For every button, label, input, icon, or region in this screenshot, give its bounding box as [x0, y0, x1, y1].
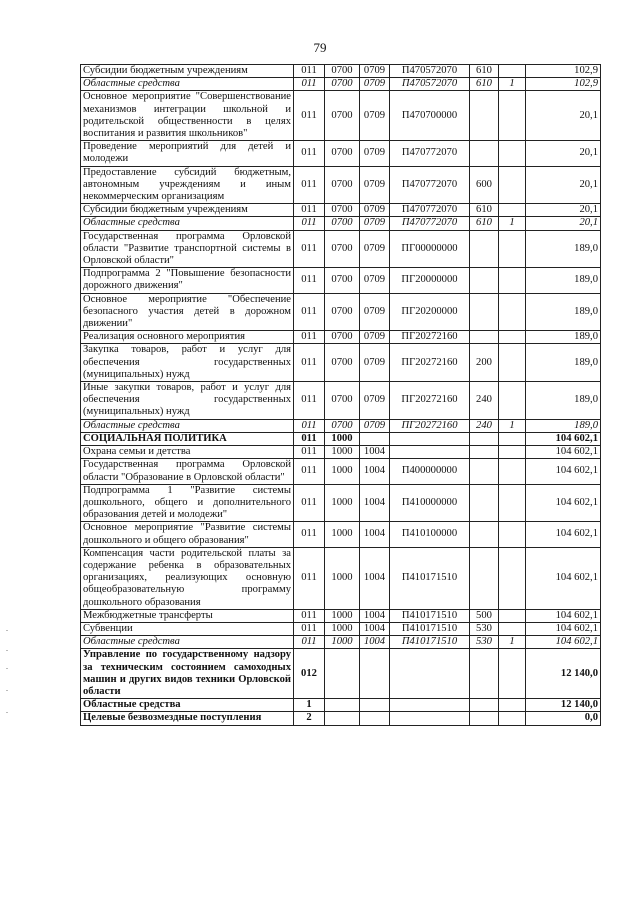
target-article-code: ПГ20272160 — [390, 344, 470, 382]
amount: 104 602,1 — [526, 547, 601, 609]
subsection-code: 0709 — [360, 65, 390, 78]
target-article-code: П410000000 — [390, 484, 470, 522]
row-name: Основное мероприятие "Обеспечение безопасного участия детей в дорожном движении" — [81, 293, 294, 331]
section-code — [325, 699, 360, 712]
section-code: 1000 — [325, 446, 360, 459]
ministry-code: 011 — [294, 204, 325, 217]
expense-type-code: 200 — [470, 344, 499, 382]
subsection-code: 0709 — [360, 230, 390, 268]
section-code: 0700 — [325, 91, 360, 141]
table-row — [81, 459, 601, 484]
funding-source-code — [499, 432, 526, 445]
target-article-code: ПГ00000000 — [390, 230, 470, 268]
section-code: 0700 — [325, 217, 360, 230]
amount: 104 602,1 — [526, 522, 601, 547]
amount: 20,1 — [526, 217, 601, 230]
funding-source-code — [499, 331, 526, 344]
target-article-code: П470700000 — [390, 91, 470, 141]
target-article-code: П470772070 — [390, 204, 470, 217]
ministry-code: 011 — [294, 91, 325, 141]
expense-type-code: 610 — [470, 217, 499, 230]
table-row — [81, 547, 601, 609]
expense-type-code — [470, 446, 499, 459]
row-name: Подпрограмма 1 "Развитие системы дошкольного, общего и дополнительного образования детей и молодежи" — [81, 484, 294, 522]
funding-source-code — [499, 712, 526, 725]
funding-source-code — [499, 622, 526, 635]
funding-source-code — [499, 141, 526, 166]
subsection-code: 1004 — [360, 636, 390, 649]
section-code: 0700 — [325, 268, 360, 293]
ministry-code: 011 — [294, 547, 325, 609]
expense-type-code: 240 — [470, 382, 499, 420]
expense-type-code — [470, 293, 499, 331]
row-name: Межбюджетные трансферты — [81, 609, 294, 622]
table-row — [81, 609, 601, 622]
target-article-code — [390, 649, 470, 699]
subsection-code — [360, 699, 390, 712]
ministry-code: 011 — [294, 293, 325, 331]
amount: 189,0 — [526, 293, 601, 331]
funding-source-code — [499, 522, 526, 547]
funding-source-code: 1 — [499, 217, 526, 230]
target-article-code: П410171510 — [390, 547, 470, 609]
budget-table-body — [81, 65, 601, 726]
section-code: 1000 — [325, 432, 360, 445]
table-row — [81, 204, 601, 217]
amount: 189,0 — [526, 344, 601, 382]
subsection-code: 0709 — [360, 268, 390, 293]
subsection-code: 0709 — [360, 419, 390, 432]
subsection-code: 0709 — [360, 331, 390, 344]
section-code: 0700 — [325, 344, 360, 382]
section-code: 0700 — [325, 166, 360, 204]
ministry-code: 011 — [294, 459, 325, 484]
section-code: 0700 — [325, 230, 360, 268]
row-name: Субсидии бюджетным учреждениям — [81, 65, 294, 78]
table-row — [81, 649, 601, 699]
amount: 104 602,1 — [526, 636, 601, 649]
row-name: Охрана семьи и детства — [81, 446, 294, 459]
section-code: 1000 — [325, 609, 360, 622]
expense-type-code — [470, 432, 499, 445]
subsection-code: 0709 — [360, 78, 390, 91]
target-article-code: П470772070 — [390, 166, 470, 204]
page-number: 79 — [313, 40, 327, 55]
margin-mark — [6, 712, 8, 713]
budget-table — [80, 64, 601, 726]
target-article-code: П410171510 — [390, 622, 470, 635]
table-row — [81, 419, 601, 432]
subsection-code: 0709 — [360, 344, 390, 382]
ministry-code: 1 — [294, 699, 325, 712]
target-article-code: ПГ20272160 — [390, 419, 470, 432]
table-row — [81, 331, 601, 344]
ministry-code: 011 — [294, 268, 325, 293]
target-article-code — [390, 432, 470, 445]
ministry-code: 011 — [294, 446, 325, 459]
funding-source-code — [499, 459, 526, 484]
target-article-code — [390, 699, 470, 712]
row-name: Субвенции — [81, 622, 294, 635]
ministry-code: 011 — [294, 217, 325, 230]
subsection-code: 1004 — [360, 522, 390, 547]
expense-type-code: 240 — [470, 419, 499, 432]
funding-source-code — [499, 699, 526, 712]
target-article-code: П400000000 — [390, 459, 470, 484]
table-row — [81, 78, 601, 91]
row-name: Проведение мероприятий для детей и молодежи — [81, 141, 294, 166]
amount: 104 602,1 — [526, 432, 601, 445]
expense-type-code — [470, 268, 499, 293]
subsection-code: 0709 — [360, 382, 390, 420]
row-name: Областные средства — [81, 636, 294, 649]
section-code — [325, 712, 360, 725]
funding-source-code — [499, 230, 526, 268]
table-row — [81, 344, 601, 382]
subsection-code: 1004 — [360, 446, 390, 459]
row-name: СОЦИАЛЬНАЯ ПОЛИТИКА — [81, 432, 294, 445]
subsection-code: 0709 — [360, 204, 390, 217]
expense-type-code: 610 — [470, 65, 499, 78]
row-name: Основное мероприятие "Совершенствование механизмов интеграции школьной и родительской общественности в целях воспитания и развития школьников" — [81, 91, 294, 141]
table-row — [81, 166, 601, 204]
expense-type-code — [470, 522, 499, 547]
amount: 104 602,1 — [526, 459, 601, 484]
row-name: Реализация основного мероприятия — [81, 331, 294, 344]
target-article-code: П470772070 — [390, 217, 470, 230]
ministry-code: 011 — [294, 331, 325, 344]
ministry-code: 011 — [294, 484, 325, 522]
section-code: 1000 — [325, 636, 360, 649]
funding-source-code — [499, 293, 526, 331]
row-name: Областные средства — [81, 217, 294, 230]
funding-source-code — [499, 382, 526, 420]
funding-source-code — [499, 166, 526, 204]
amount: 189,0 — [526, 419, 601, 432]
expense-type-code: 500 — [470, 609, 499, 622]
funding-source-code: 1 — [499, 419, 526, 432]
target-article-code — [390, 446, 470, 459]
amount: 189,0 — [526, 331, 601, 344]
funding-source-code: 1 — [499, 636, 526, 649]
ministry-code: 012 — [294, 649, 325, 699]
funding-source-code — [499, 484, 526, 522]
row-name: Субсидии бюджетным учреждениям — [81, 204, 294, 217]
ministry-code: 011 — [294, 344, 325, 382]
section-code: 1000 — [325, 522, 360, 547]
section-code: 1000 — [325, 484, 360, 522]
funding-source-code — [499, 344, 526, 382]
ministry-code: 011 — [294, 382, 325, 420]
section-code: 0700 — [325, 382, 360, 420]
row-name: Областные средства — [81, 78, 294, 91]
subsection-code: 1004 — [360, 484, 390, 522]
section-code: 1000 — [325, 622, 360, 635]
expense-type-code — [470, 484, 499, 522]
target-article-code: П410171510 — [390, 609, 470, 622]
section-code: 0700 — [325, 141, 360, 166]
amount: 102,9 — [526, 78, 601, 91]
table-row — [81, 91, 601, 141]
table-row — [81, 65, 601, 78]
margin-mark — [6, 630, 8, 631]
subsection-code — [360, 649, 390, 699]
expense-type-code — [470, 649, 499, 699]
target-article-code: П410171510 — [390, 636, 470, 649]
expense-type-code — [470, 712, 499, 725]
row-name: Областные средства — [81, 419, 294, 432]
row-name: Основное мероприятие "Развитие системы дошкольного и общего образования" — [81, 522, 294, 547]
table-row — [81, 446, 601, 459]
amount: 189,0 — [526, 382, 601, 420]
ministry-code: 011 — [294, 166, 325, 204]
margin-mark — [6, 690, 8, 691]
subsection-code — [360, 432, 390, 445]
subsection-code: 1004 — [360, 622, 390, 635]
expense-type-code: 530 — [470, 636, 499, 649]
section-code: 0700 — [325, 78, 360, 91]
subsection-code: 0709 — [360, 91, 390, 141]
margin-mark — [6, 668, 8, 669]
ministry-code: 011 — [294, 141, 325, 166]
amount: 104 602,1 — [526, 622, 601, 635]
expense-type-code: 600 — [470, 166, 499, 204]
section-code: 1000 — [325, 547, 360, 609]
amount: 189,0 — [526, 268, 601, 293]
funding-source-code — [499, 204, 526, 217]
row-name: Предоставление субсидий бюджетным, автономным учреждениям и иным некоммерческим организациям — [81, 166, 294, 204]
subsection-code: 1004 — [360, 459, 390, 484]
table-row — [81, 636, 601, 649]
section-code: 0700 — [325, 419, 360, 432]
amount: 20,1 — [526, 204, 601, 217]
table-row — [81, 230, 601, 268]
amount: 20,1 — [526, 91, 601, 141]
funding-source-code: 1 — [499, 78, 526, 91]
table-row — [81, 484, 601, 522]
target-article-code: ПГ20272160 — [390, 331, 470, 344]
ministry-code: 011 — [294, 609, 325, 622]
section-code — [325, 649, 360, 699]
amount: 104 602,1 — [526, 446, 601, 459]
subsection-code: 0709 — [360, 293, 390, 331]
section-code: 0700 — [325, 204, 360, 217]
row-name: Государственная программа Орловской области "Развитие транспортной системы в Орловской области" — [81, 230, 294, 268]
target-article-code: ПГ20000000 — [390, 268, 470, 293]
amount: 20,1 — [526, 141, 601, 166]
table-row — [81, 268, 601, 293]
amount: 104 602,1 — [526, 484, 601, 522]
subsection-code: 0709 — [360, 217, 390, 230]
table-row — [81, 622, 601, 635]
row-name: Целевые безвозмездные поступления — [81, 712, 294, 725]
ministry-code: 011 — [294, 432, 325, 445]
expense-type-code — [470, 459, 499, 484]
target-article-code: П470572070 — [390, 78, 470, 91]
ministry-code: 011 — [294, 622, 325, 635]
subsection-code: 0709 — [360, 141, 390, 166]
subsection-code: 1004 — [360, 609, 390, 622]
section-code: 0700 — [325, 65, 360, 78]
target-article-code: П470572070 — [390, 65, 470, 78]
funding-source-code — [499, 268, 526, 293]
row-name: Государственная программа Орловской области "Образование в Орловской области" — [81, 459, 294, 484]
table-row — [81, 217, 601, 230]
table-row — [81, 382, 601, 420]
ministry-code: 011 — [294, 419, 325, 432]
expense-type-code: 610 — [470, 78, 499, 91]
ministry-code: 2 — [294, 712, 325, 725]
amount: 0,0 — [526, 712, 601, 725]
row-name: Закупка товаров, работ и услуг для обеспечения государственных (муниципальных) нужд — [81, 344, 294, 382]
row-name: Иные закупки товаров, работ и услуг для обеспечения государственных (муниципальных) нужд — [81, 382, 294, 420]
ministry-code: 011 — [294, 522, 325, 547]
funding-source-code — [499, 65, 526, 78]
ministry-code: 011 — [294, 65, 325, 78]
target-article-code — [390, 712, 470, 725]
ministry-code: 011 — [294, 78, 325, 91]
table-row — [81, 141, 601, 166]
target-article-code: ПГ20272160 — [390, 382, 470, 420]
funding-source-code — [499, 649, 526, 699]
section-code: 1000 — [325, 459, 360, 484]
table-row — [81, 293, 601, 331]
target-article-code: П470772070 — [390, 141, 470, 166]
amount: 102,9 — [526, 65, 601, 78]
table-row — [81, 432, 601, 445]
subsection-code — [360, 712, 390, 725]
table-row — [81, 522, 601, 547]
margin-mark — [6, 650, 8, 651]
expense-type-code — [470, 699, 499, 712]
funding-source-code — [499, 91, 526, 141]
table-row — [81, 712, 601, 725]
row-name: Областные средства — [81, 699, 294, 712]
expense-type-code: 530 — [470, 622, 499, 635]
row-name: Компенсация части родительской платы за содержание ребенка в образовательных организациях, реализующих основную общеобразовательную программу дошкольного образования — [81, 547, 294, 609]
section-code: 0700 — [325, 331, 360, 344]
amount: 12 140,0 — [526, 699, 601, 712]
subsection-code: 1004 — [360, 547, 390, 609]
expense-type-code: 610 — [470, 204, 499, 217]
subsection-code: 0709 — [360, 166, 390, 204]
expense-type-code — [470, 141, 499, 166]
funding-source-code — [499, 547, 526, 609]
expense-type-code — [470, 331, 499, 344]
target-article-code: ПГ20200000 — [390, 293, 470, 331]
row-name: Подпрограмма 2 "Повышение безопасности дорожного движения" — [81, 268, 294, 293]
amount: 104 602,1 — [526, 609, 601, 622]
expense-type-code — [470, 547, 499, 609]
target-article-code: П410100000 — [390, 522, 470, 547]
ministry-code: 011 — [294, 636, 325, 649]
amount: 20,1 — [526, 166, 601, 204]
ministry-code: 011 — [294, 230, 325, 268]
expense-type-code — [470, 91, 499, 141]
funding-source-code — [499, 609, 526, 622]
expense-type-code — [470, 230, 499, 268]
table-row — [81, 699, 601, 712]
section-code: 0700 — [325, 293, 360, 331]
funding-source-code — [499, 446, 526, 459]
amount: 189,0 — [526, 230, 601, 268]
row-name: Управление по государственному надзору за техническим состоянием самоходных машин и других видов техники Орловской области — [81, 649, 294, 699]
amount: 12 140,0 — [526, 649, 601, 699]
